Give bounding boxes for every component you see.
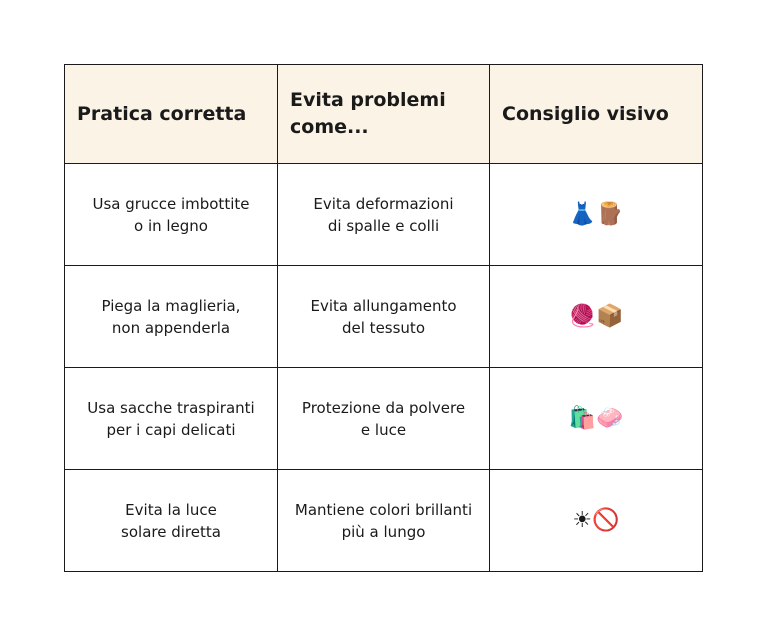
care-tips-table [64,64,703,572]
header-avoids-problems: Evita problemi come... [278,65,490,164]
cell-line: non appenderla [111,318,231,337]
prohibited-icon: 🚫 [592,507,620,533]
practice-cell [65,470,278,572]
cell-line: più a lungo [341,522,426,541]
care-tips-table-container [64,64,703,572]
cell-line: e luce [360,420,407,439]
visual-tip-cell [490,266,703,368]
box-icon: 📦 [596,303,624,329]
cell-line: Usa grucce imbottite [92,194,250,213]
avoids-cell [278,266,490,368]
cell-line: Evita la luce [125,500,217,519]
visual-tip-cell [490,368,703,470]
cell-line: Piega la maglieria, [101,296,241,315]
table-row [65,470,703,572]
soap-icon: 🧼 [596,405,624,431]
cell-line: Mantiene colori brillanti [294,500,473,519]
shopping-bags-icon: 🛍️ [568,405,596,431]
sun-icon: ☀ [572,507,593,533]
yarn-icon: 🧶 [568,303,596,329]
cell-line: Usa sacche traspiranti [87,398,255,417]
header-row [65,65,703,164]
avoids-cell [278,470,490,572]
cell-line: Protezione da polvere [301,398,466,417]
table-row [65,368,703,470]
practice-cell [65,164,278,266]
practice-cell [65,266,278,368]
cell-line: di spalle e colli [327,216,440,235]
visual-tip-cell [490,164,703,266]
cell-line: Evita deformazioni [313,194,454,213]
wood-icon: 🪵 [596,201,624,227]
cell-line: del tessuto [342,318,425,337]
header-correct-practice: Pratica corretta [65,65,278,164]
header-visual-tip: Consiglio visivo [490,65,703,164]
cell-line: o in legno [134,216,208,235]
avoids-cell [278,164,490,266]
visual-tip-cell [490,470,703,572]
cell-line: Evita allungamento [310,296,457,315]
practice-cell [65,368,278,470]
cell-line: solare diretta [121,522,221,541]
table-row [65,266,703,368]
cell-line: per i capi delicati [106,420,236,439]
table-row [65,164,703,266]
dress-icon: 👗 [568,201,596,227]
avoids-cell [278,368,490,470]
